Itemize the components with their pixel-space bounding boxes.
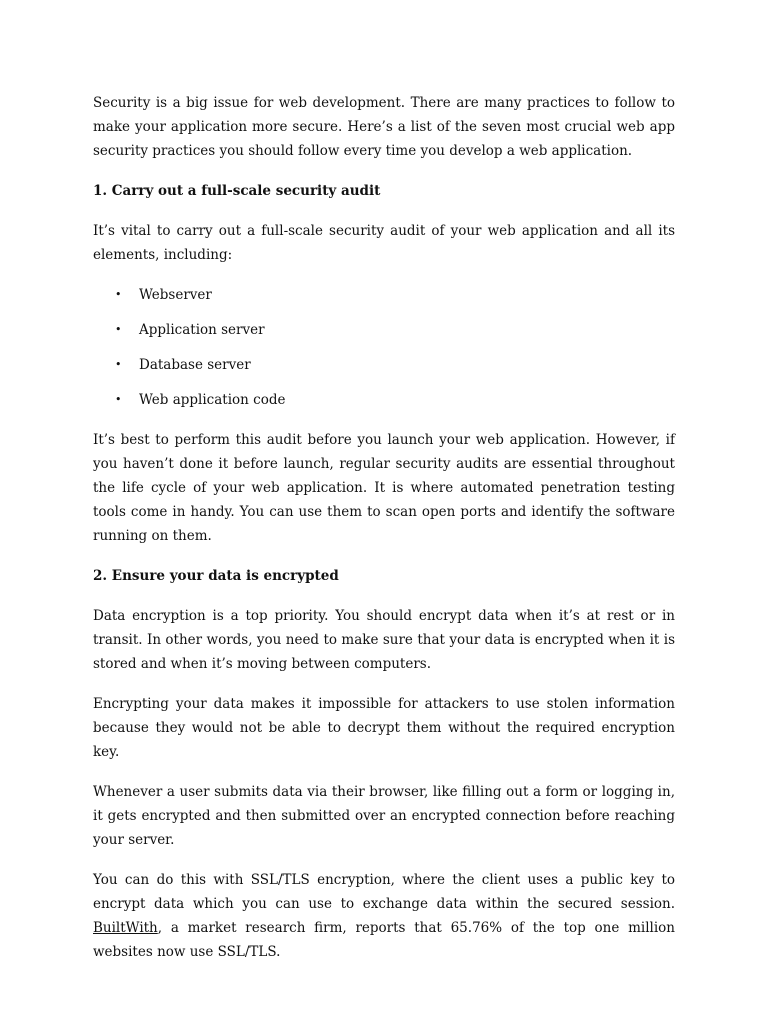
section2-heading: 2. Ensure your data is encrypted	[93, 568, 339, 584]
section2-paragraph-2: Encrypting your data makes it impossible for attackers to use stolen information because they would not be able to decrypt them without the required encryption key.	[93, 696, 675, 760]
section1-paragraph-2: It’s best to perform this audit before you launch your web application. However, if you haven’t done it before launch, regular security audits are essential throughout the life cycle of your web application. It is where automated penetration testing tools come in handy. You can use them to scan open ports and identify the software running on them.	[93, 432, 675, 544]
list-item	[93, 318, 675, 342]
list-item-text: Webserver	[139, 287, 212, 303]
section2-paragraph-1: Data encryption is a top priority. You should encrypt data when it’s at rest or in transit. In other words, you need to make sure that your data is encrypted when it is stored and when it’s moving between computers.	[93, 608, 675, 672]
list-item-text: Application server	[139, 322, 265, 338]
list-item	[93, 353, 675, 377]
bullet-icon: •	[115, 393, 122, 406]
audit-elements-list	[93, 283, 675, 412]
section2-paragraph-4	[93, 868, 675, 964]
list-item-text: Database server	[139, 357, 251, 373]
builtwith-link[interactable]: BuiltWith	[93, 920, 158, 936]
intro-paragraph: Security is a big issue for web development. There are many practices to follow to make your application more secure. Here’s a list of the seven most crucial web app security practices you should follow every time you develop a web application.	[93, 95, 675, 159]
list-item	[93, 388, 675, 412]
bullet-icon: •	[115, 288, 122, 301]
section1-heading: 1. Carry out a full-scale security audit	[93, 183, 381, 199]
bullet-icon: •	[115, 323, 122, 336]
paragraph-text-start: You can do this with SSL/TLS encryption, where the client uses a public key to encrypt data which you can use to exchange data within the secured session.	[93, 872, 675, 912]
bullet-icon: •	[115, 358, 122, 371]
section1-paragraph-1: It’s vital to carry out a full-scale security audit of your web application and all its elements, including:	[93, 223, 675, 263]
list-item-text: Web application code	[139, 392, 286, 408]
document-body	[93, 91, 675, 980]
paragraph-text-end: , a market research firm, reports that 65.76% of the top one million websites now use SSL/TLS.	[93, 920, 675, 960]
section2-paragraph-3: Whenever a user submits data via their browser, like filling out a form or logging in, it gets encrypted and then submitted over an encrypted connection before reaching your server.	[93, 784, 675, 848]
list-item	[93, 283, 675, 307]
